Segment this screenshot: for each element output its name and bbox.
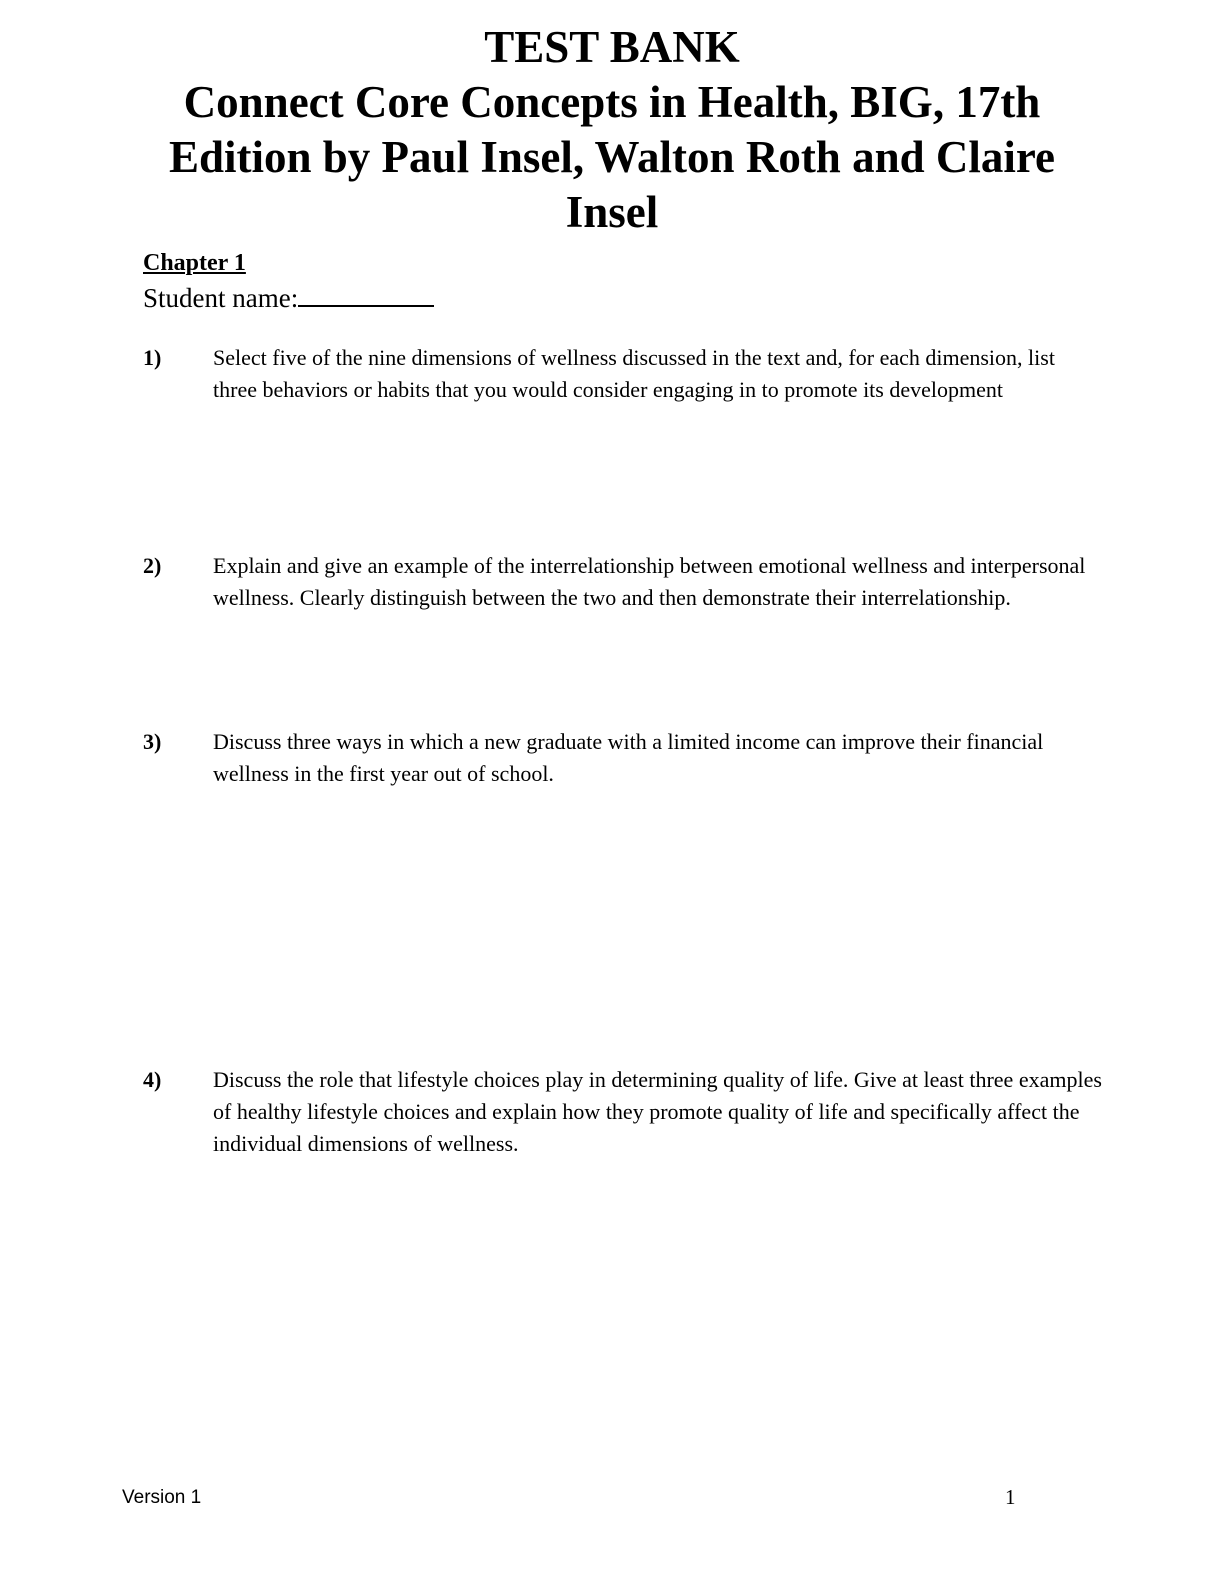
chapter-heading: Chapter 1 xyxy=(143,250,246,276)
question-4-number: 4) xyxy=(143,1067,162,1092)
footer-version-label: Version 1 xyxy=(122,1487,202,1508)
question-3-text: Discuss three ways in which a new graduate with a limited income can improve their financial wellness in the first year out of school. xyxy=(213,729,1044,786)
question-1-text: Select five of the nine dimensions of wellness discussed in the text and, for each dimension, list three behaviors or habits that you would consider engaging in to promote its development xyxy=(213,345,1055,402)
title-block xyxy=(143,20,1081,240)
student-name-label: Student name: xyxy=(143,283,299,313)
document-heading: TEST BANK xyxy=(484,22,740,72)
question-1 xyxy=(143,342,1103,406)
student-name-line xyxy=(143,281,1081,314)
question-3 xyxy=(143,726,1103,790)
footer-page-number: 1 xyxy=(1005,1485,1016,1509)
student-name-blank xyxy=(298,281,434,307)
question-4-text: Discuss the role that lifestyle choices play in determining quality of life. Give at least three examples of healthy lifestyle choices and explain how they promote quality of life and specifically affect the individual dimensions of wellness. xyxy=(213,1067,1102,1156)
question-2-text: Explain and give an example of the interrelationship between emotional wellness and interpersonal wellness. Clearly distinguish between the two and then demonstrate their interrelationship. xyxy=(213,553,1086,610)
question-2 xyxy=(143,550,1103,614)
question-3-number: 3) xyxy=(143,729,162,754)
question-2-number: 2) xyxy=(143,553,162,578)
document-subheading: Connect Core Concepts in Health, BIG, 17th Edition by Paul Insel, Walton Roth and Claire Insel xyxy=(168,77,1056,237)
question-1-number: 1) xyxy=(143,345,162,370)
question-4 xyxy=(143,1064,1103,1160)
